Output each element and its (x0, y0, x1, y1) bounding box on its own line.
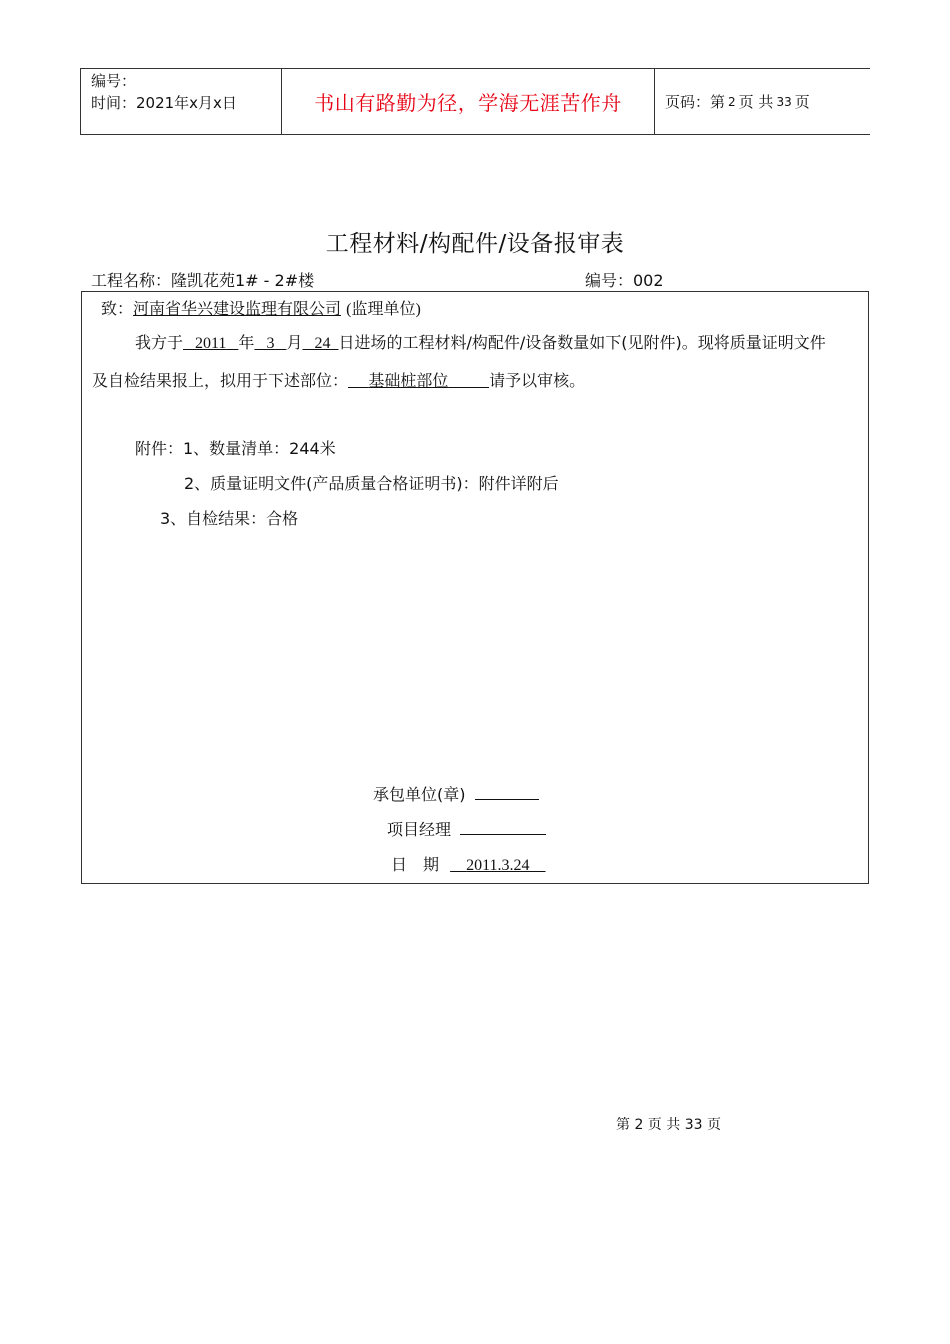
header-motto-cell (282, 69, 655, 134)
recipient-org: 河南省华兴建设监理有限公司 (133, 299, 342, 318)
date-line (391, 852, 546, 875)
day-field (302, 335, 338, 352)
attachment-2: 2、质量证明文件(产品质量合格证明书)：附件详附后 (184, 474, 559, 493)
header-box (80, 68, 870, 135)
header-page-cell (655, 69, 870, 134)
time-label: 时间：2021年x月x日 (91, 94, 237, 112)
page-mid: 页 共 (738, 93, 774, 111)
to-prefix: 致： (101, 299, 134, 318)
month-unit: 月 (286, 333, 303, 352)
date-field (450, 857, 545, 874)
manager-signature-blank (460, 818, 546, 835)
footer-page-number: 第 2 页 共 33 页 (616, 1117, 721, 1133)
date-value: 2011.3.24 (466, 857, 530, 874)
page-suffix: 页 (794, 93, 810, 111)
body-paragraph-line-1 (135, 330, 826, 353)
body-p1-a: 我方于 (135, 333, 184, 352)
location-value: 基础桩部位 (368, 371, 449, 390)
attachment-1: 附件：1、数量清单：244米 (135, 439, 336, 458)
body-p2-b: 请予以审核。 (489, 371, 586, 390)
contractor-label: 承包单位(章) (373, 785, 466, 804)
date-label: 日 期 (391, 855, 440, 874)
project-row (91, 268, 870, 290)
day-value: 24 (314, 335, 331, 352)
body-paragraph-line-2 (92, 368, 585, 391)
month-value: 3 (266, 335, 275, 352)
year-field (183, 335, 238, 352)
attachment-3: 3、自检结果：合格 (160, 509, 299, 528)
contractor-signature-blank (475, 783, 539, 800)
project-name: 工程名称：隆凯花苑1# - 2#楼 (91, 271, 315, 290)
number-label: 编号： (91, 72, 137, 90)
page-total: 33 (776, 94, 792, 109)
recipient-suffix: (监理单位) (346, 301, 421, 318)
recipient-line (101, 296, 421, 319)
manager-line (387, 817, 546, 840)
manager-label: 项目经理 (387, 820, 452, 839)
page-current: 2 (728, 94, 736, 109)
body-p1-b: 日进场的工程材料/构配件/设备数量如下(见附件)。现将质量证明文件 (338, 333, 826, 352)
body-p2-a: 及自检结果报上，拟用于下述部位： (92, 371, 349, 390)
month-field (254, 335, 286, 352)
motto-text: 书山有路勤为径，学海无涯苦作舟 (314, 91, 622, 115)
year-value: 2011 (195, 335, 227, 352)
header-left-cell (81, 69, 282, 134)
doc-number: 编号：002 (585, 271, 664, 290)
form-title: 工程材料/构配件/设备报审表 (325, 231, 625, 257)
contractor-line (373, 782, 539, 805)
year-unit: 年 (238, 333, 255, 352)
location-field (348, 371, 489, 390)
page-prefix: 页码：第 (665, 93, 726, 111)
form-box (81, 291, 869, 884)
